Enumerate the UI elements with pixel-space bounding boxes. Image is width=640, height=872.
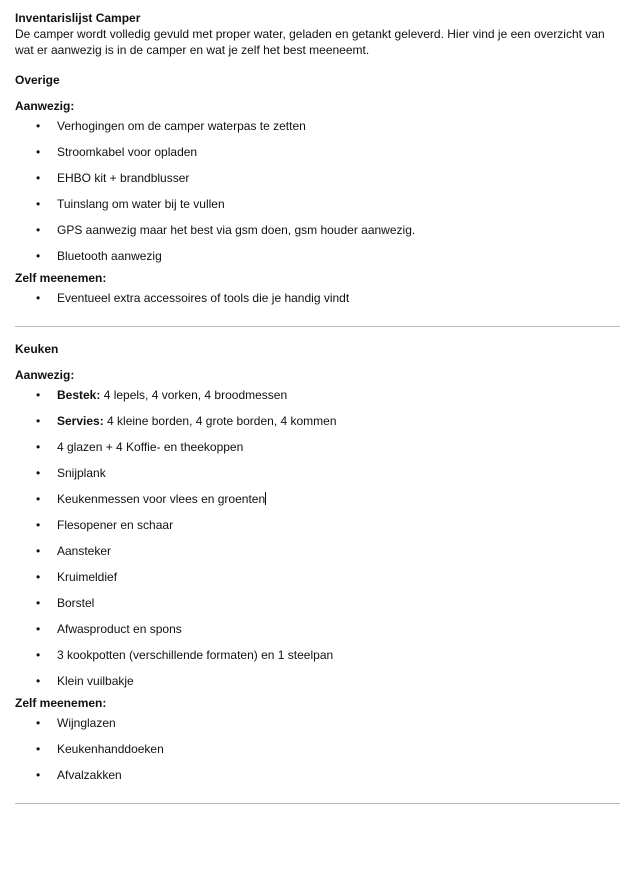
overige-bring-list xyxy=(15,290,620,306)
bullet-icon: • xyxy=(36,544,41,558)
bullet-icon: • xyxy=(36,622,41,636)
list-item[interactable]: • Flesopener en schaar xyxy=(36,518,174,532)
list-item[interactable]: • Afvalzakken xyxy=(36,768,122,782)
list-item[interactable]: • Wijnglazen xyxy=(36,716,116,730)
bullet-icon: • xyxy=(36,223,41,237)
bullet-icon: • xyxy=(36,171,41,185)
overige-bring-heading[interactable]: Zelf meenemen: xyxy=(15,271,107,285)
bullet-icon: • xyxy=(36,570,41,584)
section-divider xyxy=(15,803,620,804)
keuken-present-list xyxy=(15,387,620,689)
keuken-present-heading[interactable]: Aanwezig: xyxy=(15,368,75,382)
list-item[interactable]: • Servies: 4 kleine borden, 4 grote borden, 4 kommen xyxy=(36,414,337,428)
bullet-icon: • xyxy=(36,119,41,133)
list-item[interactable]: • 3 kookpotten (verschillende formaten) en 1 steelpan xyxy=(36,648,334,662)
list-item[interactable]: • GPS aanwezig maar het best via gsm doen, gsm houder aanwezig. xyxy=(36,223,416,237)
keuken-bring-heading[interactable]: Zelf meenemen: xyxy=(15,696,107,710)
list-item[interactable]: • Bluetooth aanwezig xyxy=(36,249,162,263)
list-item[interactable]: • Eventueel extra accessoires of tools die je handig vindt xyxy=(36,291,350,305)
bullet-icon: • xyxy=(36,768,41,782)
overige-present-heading[interactable]: Aanwezig: xyxy=(15,99,75,113)
list-item[interactable]: • Borstel xyxy=(36,596,95,610)
list-item[interactable]: • 4 glazen + 4 Koffie- en theekoppen xyxy=(36,440,244,454)
bullet-icon: • xyxy=(36,596,41,610)
overige-present-list xyxy=(15,118,620,264)
bullet-icon: • xyxy=(36,716,41,730)
section-heading-keuken[interactable]: Keuken xyxy=(15,342,59,356)
bullet-icon: • xyxy=(36,466,41,480)
bullet-icon: • xyxy=(36,648,41,662)
bullet-icon: • xyxy=(36,742,41,756)
list-item[interactable]: • Snijplank xyxy=(36,466,106,480)
list-item[interactable]: • Aansteker xyxy=(36,544,112,558)
bullet-icon: • xyxy=(36,414,41,428)
bullet-icon: • xyxy=(36,249,41,263)
list-item[interactable]: • Verhogingen om de camper waterpas te zetten xyxy=(36,119,306,133)
list-item[interactable]: • EHBO kit + brandblusser xyxy=(36,171,190,185)
bullet-icon: • xyxy=(36,440,41,454)
bullet-icon: • xyxy=(36,518,41,532)
text-cursor xyxy=(265,492,266,505)
bullet-icon: • xyxy=(36,291,41,305)
keuken-bring-list xyxy=(15,715,620,783)
list-item[interactable]: • Keukenhanddoeken xyxy=(36,742,164,756)
bullet-icon: • xyxy=(36,674,41,688)
list-item[interactable]: • Stroomkabel voor opladen xyxy=(36,145,198,159)
list-item[interactable]: • Kruimeldief xyxy=(36,570,118,584)
intro-paragraph[interactable]: De camper wordt volledig gevuld met proper water, geladen en getankt geleverd. Hier vind je een overzicht van wat er aanwezig is in de camper en wat je zelf het best meeneemt. xyxy=(15,27,605,57)
document-page xyxy=(15,10,620,804)
bullet-icon: • xyxy=(36,145,41,159)
list-item[interactable]: • Afwasproduct en spons xyxy=(36,622,182,636)
bullet-icon: • xyxy=(36,388,41,402)
list-item[interactable]: • Keukenmessen voor vlees en groenten xyxy=(36,492,266,506)
section-divider xyxy=(15,326,620,327)
bullet-icon: • xyxy=(36,492,41,506)
list-item[interactable]: • Tuinslang om water bij te vullen xyxy=(36,197,225,211)
section-heading-overige[interactable]: Overige xyxy=(15,73,60,87)
bullet-icon: • xyxy=(36,197,41,211)
list-item[interactable]: • Bestek: 4 lepels, 4 vorken, 4 broodmessen xyxy=(36,388,288,402)
list-item[interactable]: • Klein vuilbakje xyxy=(36,674,134,688)
document-title[interactable]: Inventarislijst Camper xyxy=(15,11,141,25)
